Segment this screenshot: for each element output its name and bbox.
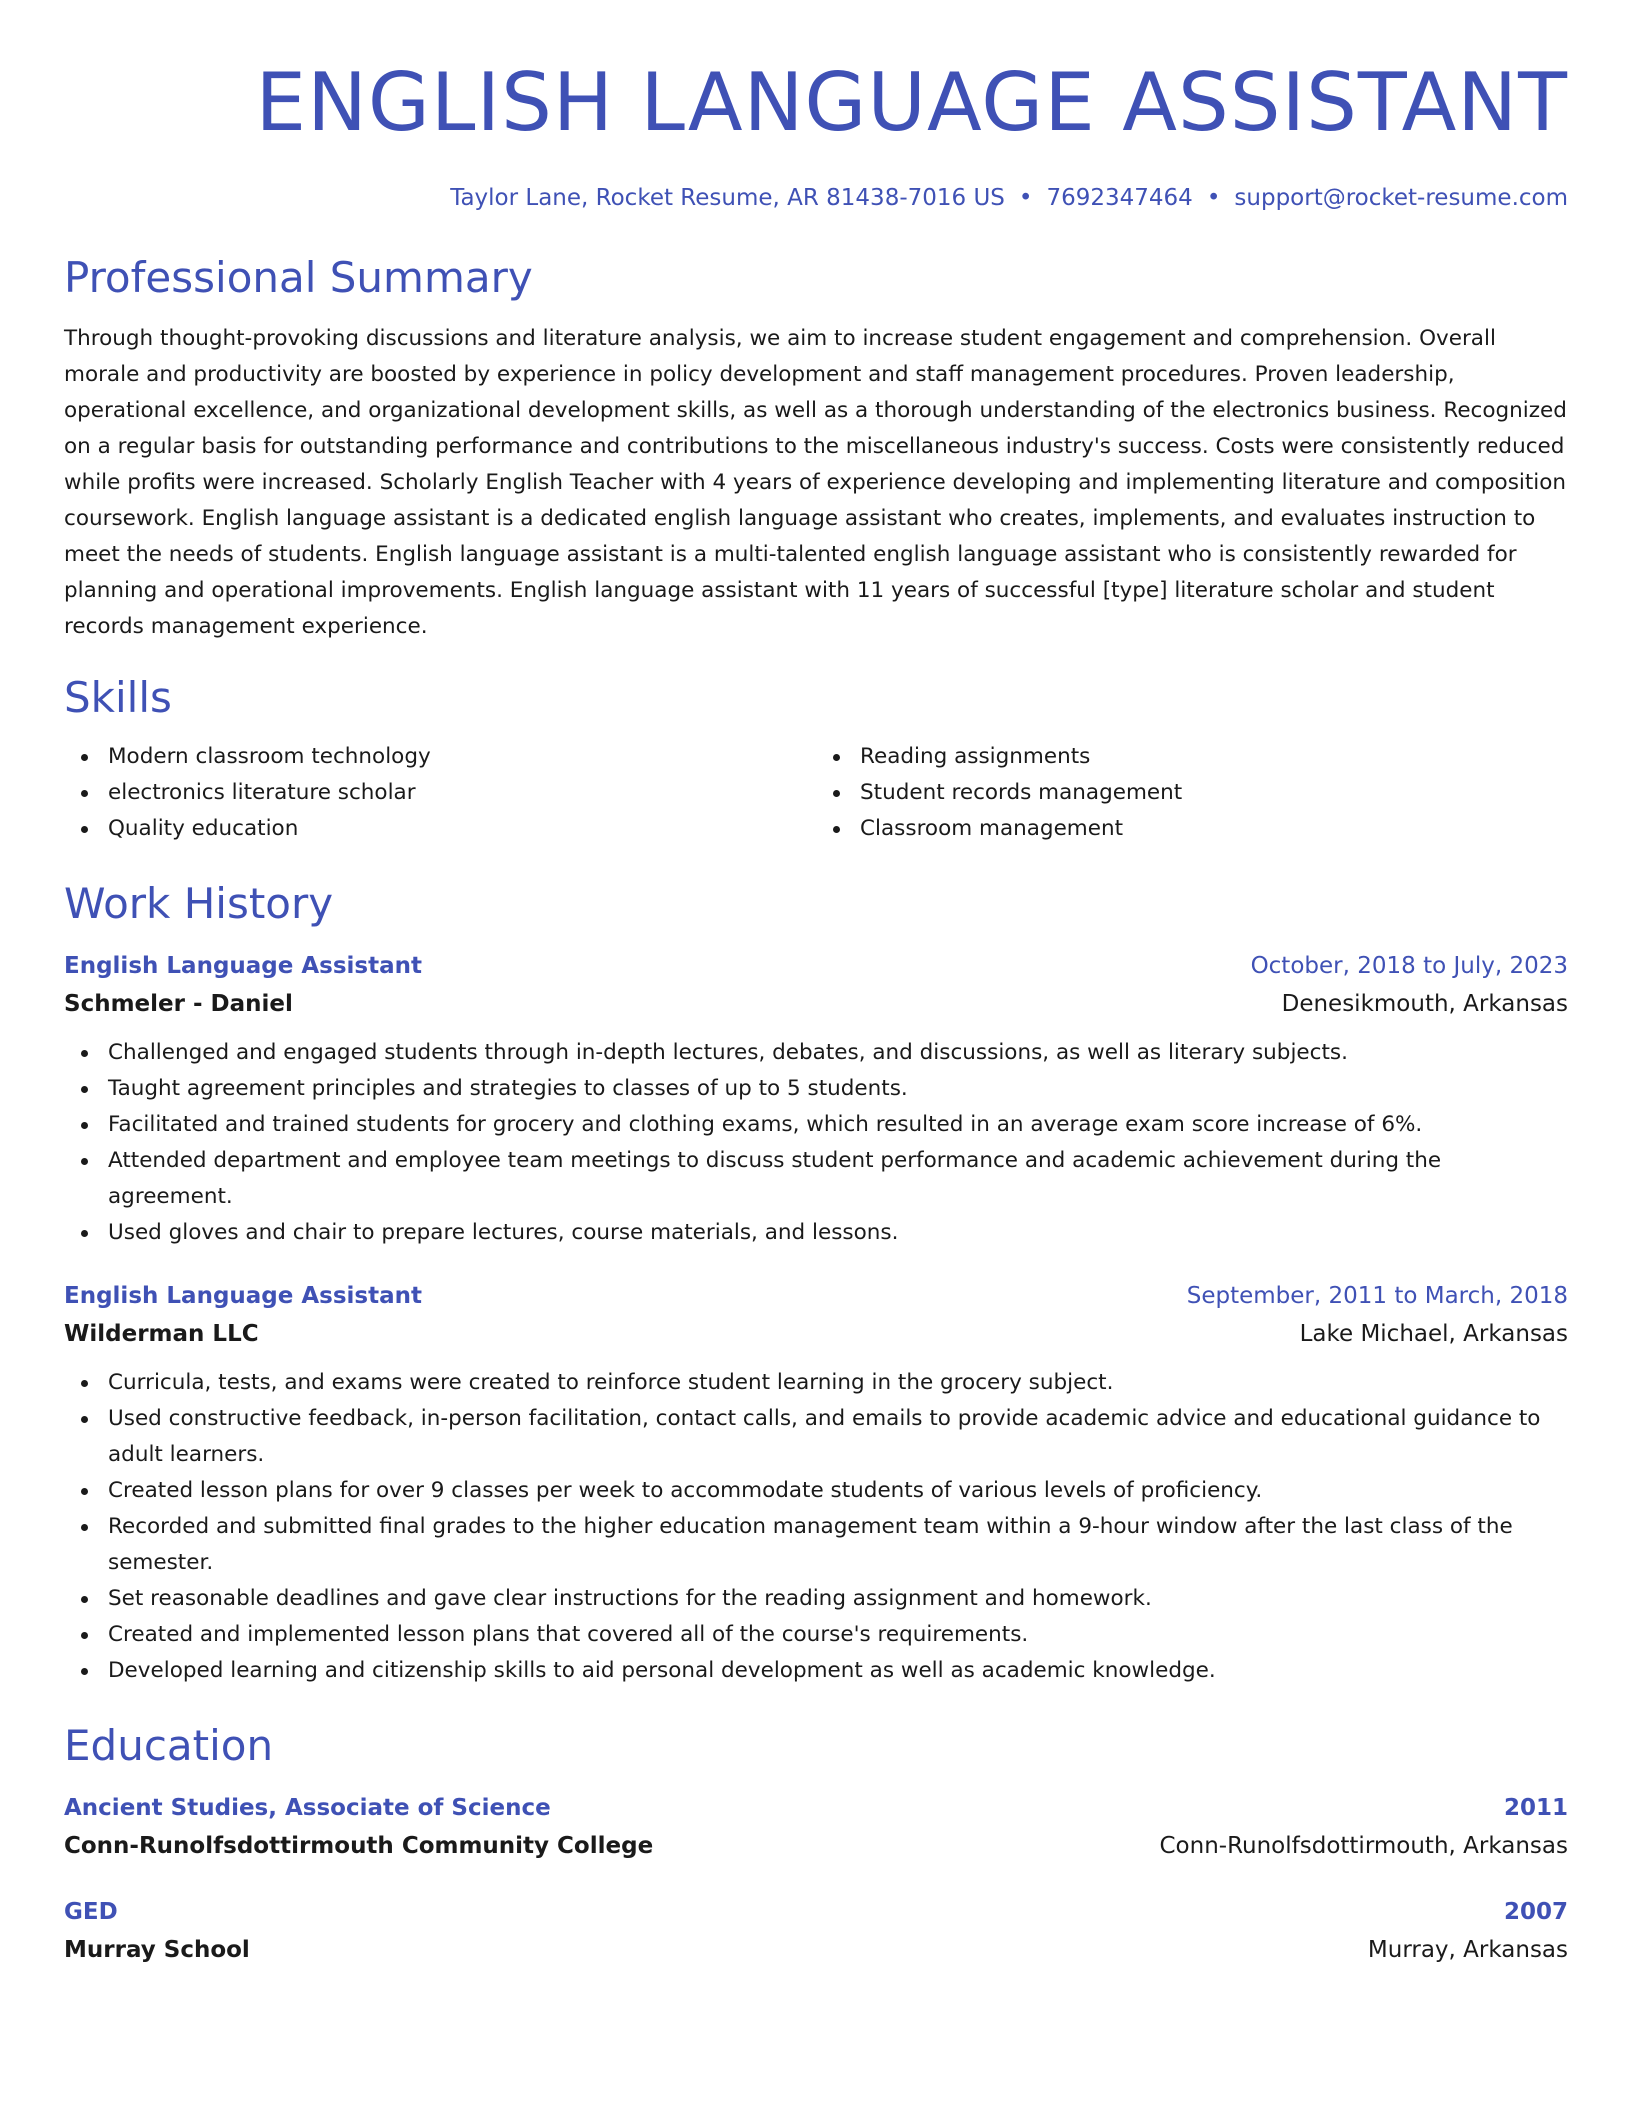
skills-list (64, 739, 1568, 847)
education-school: Murray School (64, 1937, 250, 1963)
job-bullet: Curricula, tests, and exams were created to reinforce student learning in the grocery subject. (64, 1365, 1568, 1401)
job-bullet: Created and implemented lesson plans that covered all of the course's requirements. (64, 1617, 1568, 1653)
job-entry (64, 947, 1568, 1251)
skills-column-left (64, 739, 816, 847)
education-school: Conn-Runolfsdottirmouth Community College (64, 1833, 654, 1859)
job-bullets (64, 1365, 1568, 1689)
job-role: English Language Assistant (64, 1283, 423, 1309)
skills-heading: Skills (64, 673, 172, 722)
education-entry (64, 1789, 1568, 1865)
skill-item: electronics literature scholar (64, 775, 816, 811)
job-bullets (64, 1035, 1568, 1251)
contact-email[interactable]: support@rocket-resume.com (1234, 185, 1568, 211)
job-location: Lake Michael, Arkansas (1299, 1321, 1568, 1347)
work-history-heading: Work History (64, 879, 334, 928)
job-bullet: Created lesson plans for over 9 classes per week to accommodate students of various levels of proficiency. (64, 1473, 1568, 1509)
job-role: English Language Assistant (64, 953, 423, 979)
education-degree: GED (64, 1899, 118, 1925)
job-bullet: Attended department and employee team meetings to discuss student performance and academic achievement during the agreement. (64, 1143, 1568, 1215)
job-location: Denesikmouth, Arkansas (1281, 991, 1568, 1017)
summary-text: Through thought-provoking discussions and literature analysis, we aim to increase student engagement and comprehension. Overall morale and productivity are boosted by experience in policy development and staff management procedures. Proven leadership, operational excellence, and organizational development skills, as well as a thorough understanding of the electronics business. Recognized on a regular basis for outstanding performance and contributions to the miscellaneous industry's success. Costs were consistently reduced while profits were increased. Scholarly English Teacher with 4 years of experience developing and implementing literature and composition coursework. English language assistant is a dedicated english language assistant who creates, implements, and evaluates instruction to meet the needs of students. English language assistant is a multi-talented english language assistant who is consistently rewarded for planning and operational improvements. English language assistant with 11 years of successful [type] literature scholar and student records management experience. (64, 326, 1567, 639)
contact-line (64, 181, 1568, 215)
job-company: Wilderman LLC (64, 1321, 259, 1347)
job-bullet: Developed learning and citizenship skills to aid personal development as well as academic knowledge. (64, 1653, 1568, 1689)
resume-title: ENGLISH LANGUAGE ASSISTANT (255, 56, 1568, 149)
education-year: 2007 (1503, 1899, 1568, 1925)
job-dates: September, 2011 to March, 2018 (1186, 1283, 1568, 1309)
skill-item: Quality education (64, 811, 816, 847)
skill-item: Reading assignments (816, 739, 1568, 775)
education-degree: Ancient Studies, Associate of Science (64, 1795, 551, 1821)
job-bullet: Challenged and engaged students through in-depth lectures, debates, and discussions, as well as literary subjects. (64, 1035, 1568, 1071)
education-entry (64, 1893, 1568, 1969)
job-bullet: Taught agreement principles and strategies to classes of up to 5 students. (64, 1071, 1568, 1107)
contact-address: Taylor Lane, Rocket Resume, AR 81438-7016 US (450, 185, 1005, 211)
education-location: Conn-Runolfsdottirmouth, Arkansas (1159, 1833, 1568, 1859)
job-bullet: Used constructive feedback, in-person facilitation, contact calls, and emails to provide academic advice and educational guidance to adult learners. (64, 1401, 1568, 1473)
contact-separator: • (1206, 185, 1221, 211)
job-bullet: Set reasonable deadlines and gave clear instructions for the reading assignment and homework. (64, 1581, 1568, 1617)
skill-item: Modern classroom technology (64, 739, 816, 775)
contact-separator: • (1018, 185, 1033, 211)
education-heading: Education (64, 1721, 274, 1770)
job-dates: October, 2018 to July, 2023 (1250, 953, 1568, 979)
education-location: Murray, Arkansas (1367, 1937, 1568, 1963)
job-entry (64, 1277, 1568, 1689)
contact-phone: 7692347464 (1046, 185, 1193, 211)
summary-heading: Professional Summary (64, 253, 533, 302)
skill-item: Student records management (816, 775, 1568, 811)
skill-item: Classroom management (816, 811, 1568, 847)
job-bullet: Used gloves and chair to prepare lectures, course materials, and lessons. (64, 1215, 1568, 1251)
job-bullet: Recorded and submitted final grades to the higher education management team within a 9-hour window after the last class of the semester. (64, 1509, 1568, 1581)
job-company: Schmeler - Daniel (64, 991, 293, 1017)
skills-column-right (816, 739, 1568, 847)
job-bullet: Facilitated and trained students for grocery and clothing exams, which resulted in an average exam score increase of 6%. (64, 1107, 1568, 1143)
education-year: 2011 (1503, 1795, 1568, 1821)
